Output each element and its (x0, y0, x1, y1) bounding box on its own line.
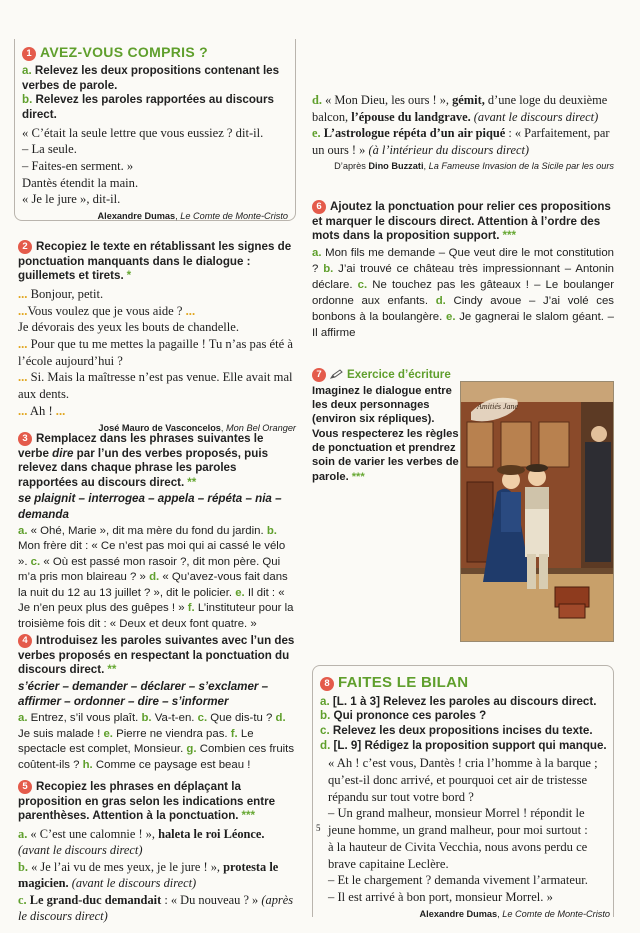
exercise-6-sentences: a. Mon fils me demande – Que veut dire le mot constitution ? b. J’ai trouvé ce château très impressionnant – Antonin déclare. c. Ne touchez pas les gâteaux ! – Le boulanger ordonne aux enfants. d. Cindy avoue – J’ai volé ces bonbons à la boulangère. e. Je gagnerai le slalom géant. – Il affirme (312, 246, 614, 339)
exercise-5 (18, 780, 296, 925)
text-line: « Ah ! c’est vous, Dantès ! cria l’homme à la barque ; (328, 756, 598, 771)
exercise-3 (18, 432, 296, 632)
exercise-2 (18, 240, 296, 434)
exercise-2-text (18, 286, 296, 420)
exercise-8 (316, 673, 610, 920)
exercise-5-sentences-left: a. « C’est une calomnie ! », haleta le roi Léonce. (avant le discours direct) b. « Je l’ai vu de mes yeux, je le jure ! », protesta le magicien. (avant le discours direct) c. Le grand-duc demandait : « Du nouveau ? » (après le discours direct) (18, 826, 294, 924)
text-line: à la hauteur de Civita Vecchia, nous avons perdu ce (328, 839, 588, 854)
text-line: répandu sur tout votre bord ? (328, 789, 474, 804)
exercise-1-credit: Alexandre Dumas, Le Comte de Monte-Cristo (97, 211, 288, 222)
couple-at-train-station-image (461, 382, 614, 642)
text-line: – Un grand malheur, monsieur Morrel ! répondit le (328, 806, 585, 821)
exercise-1-header (22, 43, 288, 62)
exercise-7-header: 7 Exercice d’écriture (312, 368, 462, 383)
exercise-7 (312, 368, 462, 484)
exercise-4-sentences: a. Entrez, s’il vous plaît. b. Va-t-en. c. Que dis-tu ? d. Je suis malade ! e. Pierre ne viendra pas. f. Le spectacle est complet, Monsieur. g. Combien ces fruits coûtent-ils ? h. Comme ce paysage est beau ! (18, 712, 295, 771)
exercise-3-verbs: se plaignit – interrogea – appela – répéta – nia – demanda (18, 492, 282, 521)
exercise-5-sentences-right: d. « Mon Dieu, les ours ! », gémit, d’une loge du deuxième balcon, l’épouse du landgrave. (avant le discours direct) e. L’astrologue répéta d’un air piqué : « Parfaitement, par un ours ! » (à l’intérieur du discours direct) (312, 93, 610, 157)
exercise-8-title: FAITES LE BILAN (338, 674, 469, 691)
exercise-8-text (316, 755, 610, 906)
text-line: ...Vous voulez que je vous aide ? ... (18, 303, 196, 318)
exercise-8-questions: a. [L. 1 à 3] Relevez les paroles au discours direct. b. Qui prononce ces paroles ? c. Relevez les deux propositions incises du texte. d. [L. 9] Rédigez la proposition support qui manque. (320, 694, 607, 752)
exercise-7-text: Imaginez le dialogue entre les deux personnages (environ six répliques). Vous respecterez les règles de ponctuation et prendrez soin de varier les verbes de parole. *** (312, 384, 459, 483)
exercise-5-credit: D’après Dino Buzzati, La Fameuse Invasion de la Sicile par les ours (334, 161, 614, 171)
exercise-1 (22, 43, 288, 222)
text-line: – Et le chargement ? demanda vivement l’armateur. (328, 873, 588, 888)
exercise-5-continued (312, 92, 614, 172)
exercise-5-title: 5 Recopiez les phrases en déplaçant la proposition en gras selon les indications entre parenthèses. Attention à la ponctuation. *** (18, 780, 276, 823)
exercise-8-header: 8 FAITES LE BILAN (320, 673, 610, 693)
exercise-1-text (22, 125, 288, 209)
exercise-8-credit: Alexandre Dumas, Le Comte de Monte-Cristo (419, 908, 610, 919)
text-line: Je dévorais des yeux les bouts de chandelle. (18, 320, 240, 335)
text-line: Dantès étendit la main. (22, 175, 139, 190)
exercise-2-credit: José Mauro de Vasconcelos, Mon Bel Oranger (98, 422, 296, 433)
text-line: ... Ah ! ... (18, 403, 66, 418)
text-line: « C’était la seule lettre que vous eussiez ? dit-il. (22, 125, 264, 140)
text-line: – La seule. (22, 142, 77, 157)
text-line: brave capitaine Leclère. (328, 856, 449, 871)
text-line: jeune homme, un grand malheur, pour moi surtout : (328, 823, 588, 838)
pencil-icon (330, 369, 344, 379)
text-line: – Il est arrivé à bon port, monsieur Morrel. » (328, 890, 553, 905)
exercise-2-title: 2 Recopiez le texte en rétablissant les signes de ponctuation manquants dans le dialogue : guillemets et tirets. * (18, 240, 292, 283)
text-line: « Je le jure », dit-il. (22, 192, 121, 207)
exercise-1-title: AVEZ-VOUS COMPRIS ? (40, 44, 209, 60)
exercise-4 (18, 634, 296, 773)
postcard-illustration (460, 381, 614, 642)
exercise-3-sentences: a. « Ohé, Marie », dit ma mère du fond du jardin. b. Mon frère dit : « Ce n’est pas moi qui ai cassé le vélo ». c. « Où est passé mon rasoir ?, dit mon père. Qui m’a pris mon blaireau ? » d. « Qu’avez-vous fait dans la nuit du 12 au 13 juillet ? », dit le policier. e. Il dit : « Je n’en peux plus des guêpes ! » f. L’instituteur pour la troisième fois dit : « Deux et deux font quatre. » (18, 524, 294, 630)
postcard-caption: Amitiés Jane (477, 402, 519, 411)
text-line: ... Pour que tu me mettes la pagaille ! Tu n’as pas été à l’école aujourd’hui ? (18, 336, 293, 368)
text-line: qu’est-il donc arrivé, et pourquoi cet air de tristesse (328, 772, 588, 787)
exercise-1-question-a: a. Relevez les deux propositions contenant les verbes de parole. (22, 64, 280, 92)
exercise-6-title: 6 Ajoutez la ponctuation pour relier ces propositions et marquer le discours direct. Attention à l’ordre des mots dans la proposition support. *** (312, 200, 611, 243)
exercise-3-title: 3 Remplacez dans les phrases suivantes le verbe dire par l’un des verbes proposés, puis relevez dans chaque phrase les paroles rapportées au discours direct. ** (18, 432, 269, 489)
exercise-4-verbs: s’écrier – demander – déclarer – s’exclamer – affirmer – ordonner – dire – s’informer (18, 679, 269, 709)
text-line: ... Bonjour, petit. (18, 286, 104, 301)
exercise-1-number: 1 (22, 47, 36, 61)
text-line: – Faites-en serment. » (22, 159, 134, 174)
exercise-4-title: 4 Introduisez les paroles suivantes avec l’un des verbes proposés en respectant la ponctuation du discours direct. ** (18, 634, 295, 677)
exercise-1-question-b: b. Relevez les paroles rapportées au discours direct. (22, 93, 274, 121)
line-number: 5 (316, 823, 321, 834)
text-line: ... Si. Mais la maîtresse n’est pas venue. Elle avait mal aux dents. (18, 370, 293, 402)
exercise-6 (312, 200, 614, 342)
